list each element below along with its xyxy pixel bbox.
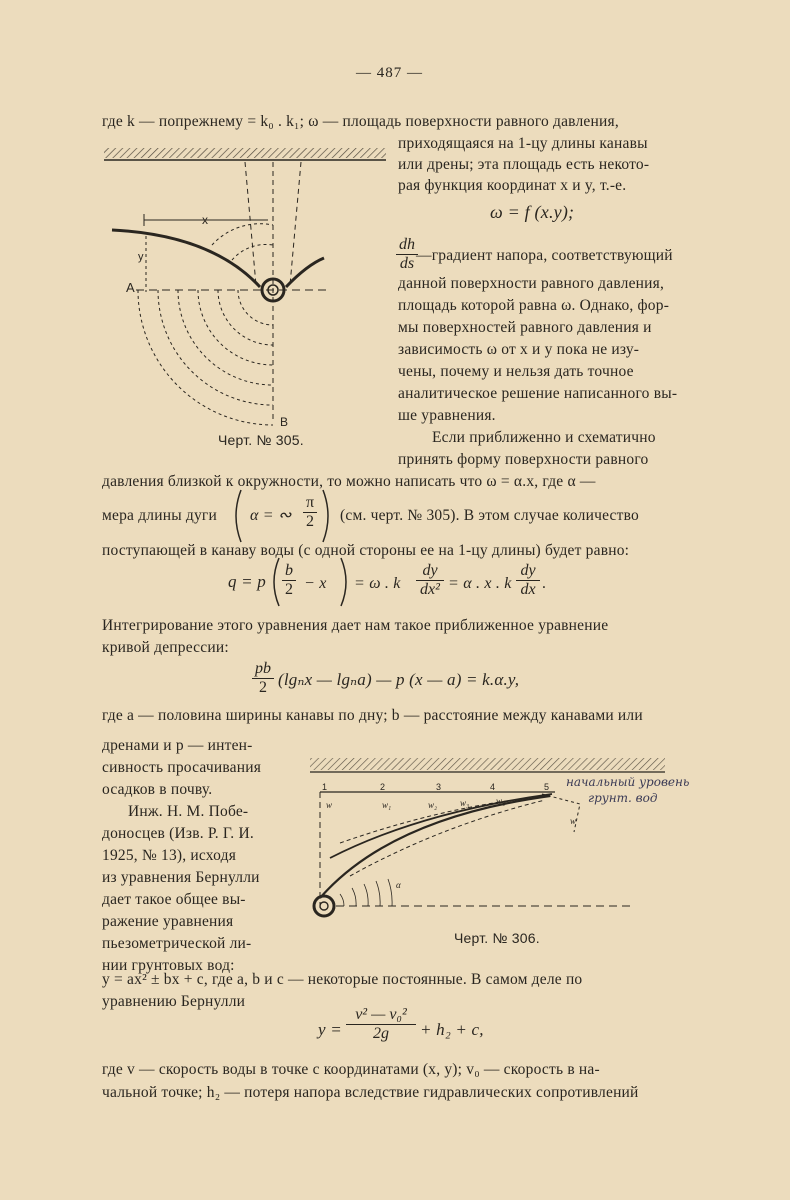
text-line: аналитическое решение написанного вы- xyxy=(398,385,678,402)
text-line: где v — скорость воды в точке с координатами (x, y); v₀ — скорость в на- xyxy=(102,1061,600,1078)
marker-w1: w₁ xyxy=(382,800,392,810)
text-line: чены, почему и нельзя дать точное xyxy=(398,363,634,380)
text-line: дает такое общее вы- xyxy=(102,891,246,908)
fraction-numerator: dy xyxy=(520,562,536,579)
fraction-numerator: dy xyxy=(422,562,438,579)
handwritten-note-line1: начальный уровень xyxy=(566,775,690,789)
fraction-denominator: dx² xyxy=(416,580,444,599)
figure-306-diagram xyxy=(300,748,720,928)
marker-w3: w₃ xyxy=(460,798,470,808)
text-line: площадь которой равна ω. Однако, фор- xyxy=(398,297,670,314)
fraction-denominator: 2 xyxy=(282,580,296,599)
text-line: приходящаяся на 1-цу длины канавы xyxy=(398,135,648,152)
figure-305-diagram xyxy=(102,140,392,440)
fraction-denominator: 2 xyxy=(303,512,317,531)
alpha-equation: α = ∾ xyxy=(250,507,292,524)
text-line: чальной точке; h₂ — потеря напора вследствие гидравлических сопротивлений xyxy=(102,1084,639,1101)
fig305-y-label: y xyxy=(138,251,144,263)
text-line: кривой депрессии: xyxy=(102,639,229,656)
marker-5: 5 xyxy=(544,782,550,792)
marker-3: 3 xyxy=(436,782,442,792)
formula-part: + h₂ + c, xyxy=(420,1020,484,1039)
marker-1: 1 xyxy=(322,782,328,792)
text-line: мера длины дуги xyxy=(102,507,217,524)
left-paren xyxy=(268,556,282,608)
text-line: доносцев (Изв. Р. Г. И. xyxy=(102,825,254,842)
text-line: Если приближенно и схематично xyxy=(432,429,656,446)
fraction-denominator: 2g xyxy=(346,1024,416,1043)
fraction-denominator: dx xyxy=(516,580,540,599)
text-line: —градиент напора, соответствующий xyxy=(416,247,673,264)
text-line: зависимость ω от x и y пока не изу- xyxy=(398,341,640,358)
text-line: где a — половина ширины канавы по дну; b — расстояние между канавами или xyxy=(102,707,643,724)
fig305-x-label: x xyxy=(202,213,208,227)
marker-w2: w₂ xyxy=(428,800,438,810)
text-line: данной поверхности равного давления, xyxy=(398,275,665,292)
handwritten-note-line2: грунт. вод xyxy=(588,791,658,805)
text-line: рая функция координат x и y, т.-е. xyxy=(398,177,627,194)
text-line: уравнению Бернулли xyxy=(102,993,246,1010)
ground-hatching xyxy=(104,148,386,158)
fig305-a-label: A xyxy=(126,280,135,295)
text-line: y = ax² ± bx + c, где a, b и c — некоторые постоянные. В самом деле по xyxy=(102,971,583,988)
right-paren xyxy=(320,488,334,544)
formula-part: . xyxy=(542,575,547,592)
fraction-dh-ds xyxy=(396,236,418,273)
fraction-denominator: ds xyxy=(396,254,418,273)
marker-w4: w₄ xyxy=(496,796,506,806)
page-number: — 487 — xyxy=(356,65,423,81)
marker-4: 4 xyxy=(490,782,496,792)
text-line: дренами и p — интен- xyxy=(102,737,253,754)
text-line: давления близкой к окружности, то можно написать что ω = α.x, где α — xyxy=(102,473,596,490)
text-line: ражение уравнения xyxy=(102,913,234,930)
fraction-v2-2g xyxy=(346,1006,416,1043)
marker-w: w xyxy=(326,800,333,810)
text-line: принять форму поверхности равного xyxy=(398,451,649,468)
fraction-denominator: 2 xyxy=(252,678,274,697)
fraction-pi-2 xyxy=(303,494,317,531)
fraction-numerator: b xyxy=(285,562,293,579)
figure-305-caption: Черт. № 305. xyxy=(218,432,304,448)
fraction-dy-dx xyxy=(516,562,540,599)
ground-hatching xyxy=(310,758,665,770)
text-line: или дрены; эта площадь есть некото- xyxy=(398,156,650,173)
fraction-numerator: v² — v₀² xyxy=(355,1006,407,1023)
formula-omega: ω = f (x.y); xyxy=(490,202,575,222)
fraction-dy-dx2 xyxy=(416,562,444,599)
text-line: где k — попрежнему = k₀ . k₁; ω — площадь поверхности равного давления, xyxy=(102,113,619,130)
text-line: осадков в почву. xyxy=(102,781,213,798)
marker-alpha: α xyxy=(396,880,401,890)
formula-q: q = p xyxy=(228,572,266,591)
text-line: Интегрирование этого уравнения дает нам такое приближенное уравнение xyxy=(102,617,609,634)
fraction-numerator: dh xyxy=(399,236,415,253)
formula-depression-curve: (lgₙx — lgₙa) — p (x — a) = k.α.y, xyxy=(278,670,520,689)
left-paren xyxy=(230,488,244,544)
text-line: пьезометрической ли- xyxy=(102,935,252,952)
marker-2: 2 xyxy=(380,782,386,792)
formula-bernoulli-y: y = xyxy=(318,1020,342,1039)
fig305-b-label: B xyxy=(280,415,289,429)
text-line: нии грунтовых вод: xyxy=(102,957,235,974)
text-line: 1925, № 13), исходя xyxy=(102,847,237,864)
text-line: (см. черт. № 305). В этом случае количество xyxy=(340,507,639,524)
text-line: мы поверхностей равного давления и xyxy=(398,319,652,336)
text-line: ше уравнения. xyxy=(398,407,496,424)
drain-pipe xyxy=(314,896,334,916)
right-paren xyxy=(338,556,352,608)
text-line: поступающей в канаву воды (с одной стороны ее на 1-цу длины) будет равно: xyxy=(102,542,630,559)
text-line: сивность просачивания xyxy=(102,759,262,776)
fraction-numerator: pb xyxy=(255,660,271,677)
text-line: Инж. Н. М. Побе- xyxy=(128,803,249,820)
formula-part: = ω . k xyxy=(354,575,401,592)
text-line: из уравнения Бернулли xyxy=(102,869,260,886)
svg-text:w: w xyxy=(570,816,577,826)
formula-part: − x xyxy=(304,575,327,592)
figure-306-caption: Черт. № 306. xyxy=(454,930,540,946)
fraction-pb-2 xyxy=(252,660,274,697)
formula-part: = α . x . k xyxy=(448,575,512,592)
fraction-numerator: π xyxy=(305,494,315,511)
fraction-b-2 xyxy=(282,562,296,599)
